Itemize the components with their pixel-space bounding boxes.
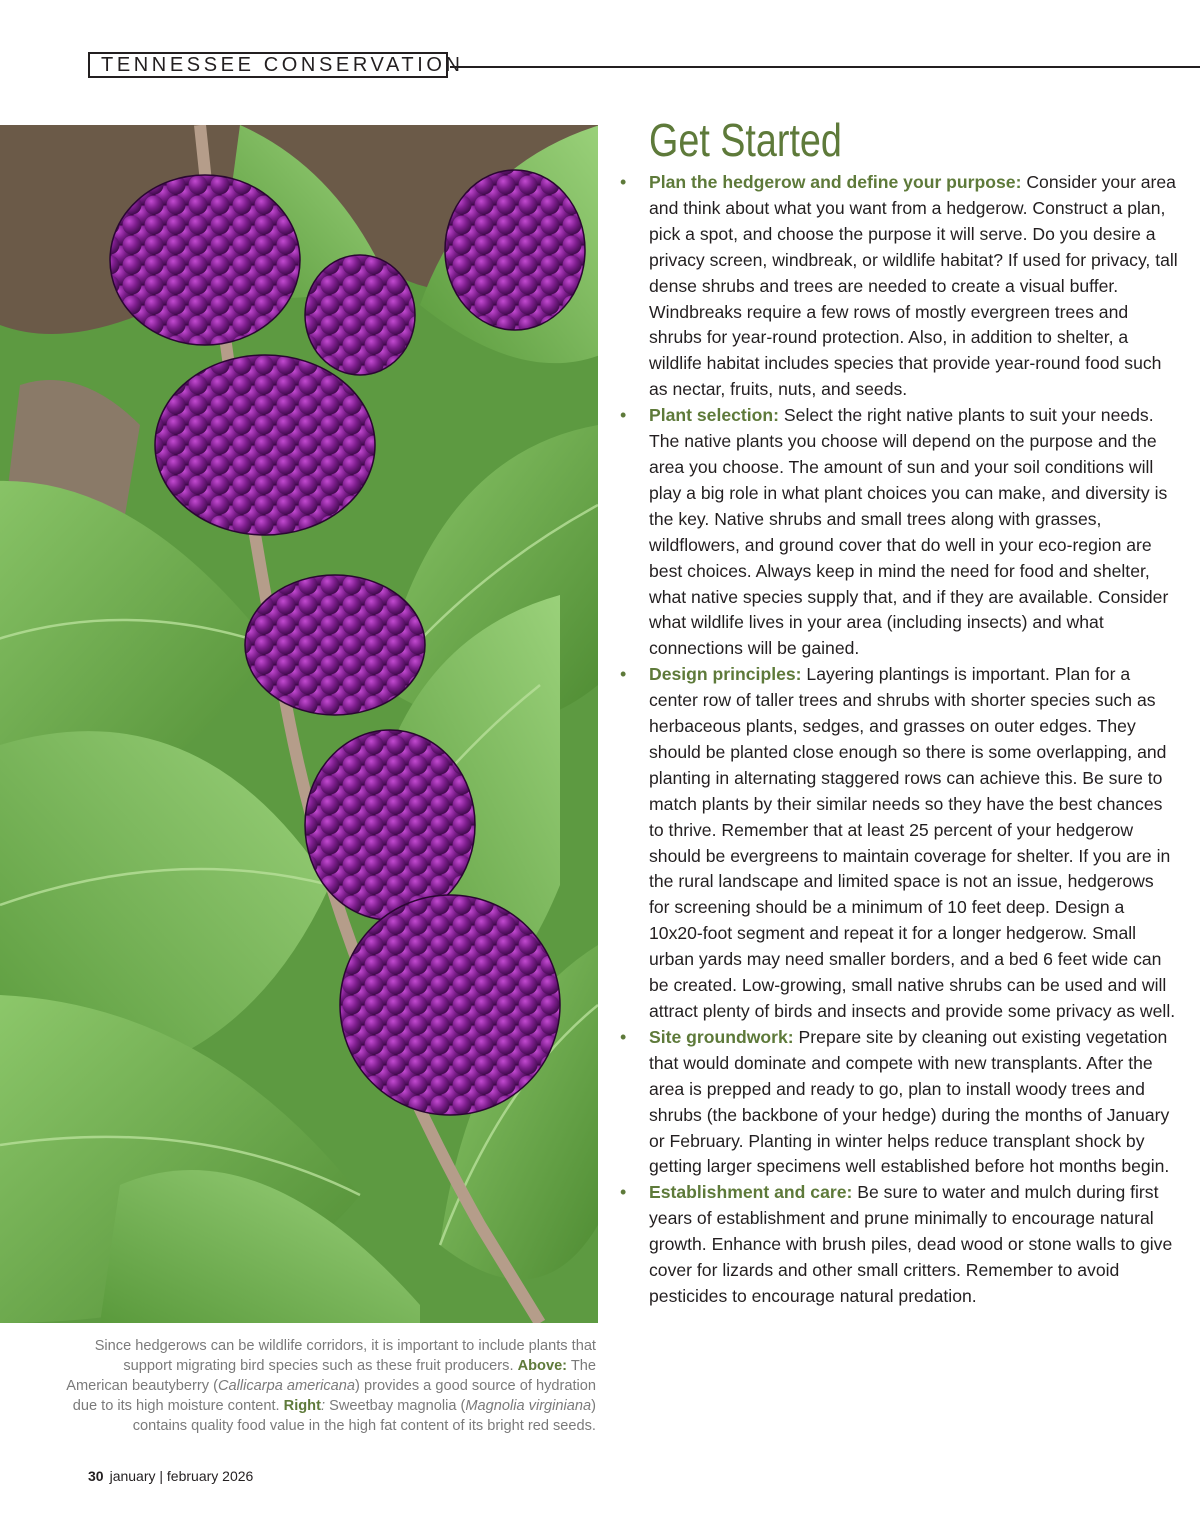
caption-intro: Since hedgerows can be wildlife corridors, it is important to include plants that support migrating bird species such as these fruit producers. — [94, 1338, 596, 1374]
bullet-icon: • — [620, 1182, 627, 1203]
caption-above-label: Above: — [517, 1358, 568, 1374]
bullet-icon: • — [620, 1026, 627, 1047]
article-column — [618, 110, 1178, 1310]
caption-right-pre: Sweetbay magnolia ( — [325, 1398, 466, 1414]
list-item — [618, 170, 1178, 403]
caption-right-label: Right — [283, 1398, 321, 1414]
list-item — [618, 1180, 1178, 1310]
masthead: TENNESSEE CONSERVATION — [88, 52, 448, 78]
list-item — [618, 1025, 1178, 1180]
caption-right-post: ) contains quality food value in the high fat content of its bright red seeds. — [132, 1398, 596, 1434]
caption-above-species: Callicarpa americana — [217, 1378, 356, 1394]
bullet-icon: • — [620, 664, 627, 685]
item-heading: Establishment and care: — [649, 1182, 853, 1203]
item-body: Select the right native plants to suit your needs. The native plants you choose will depend on the purpose and the area you choose. The amount of sun and your soil conditions will play a big role in what plant choices you can make, and diversity is the key. Native shrubs and small trees along with grasses, wildflowers, and ground cover that do well in your eco-region are best choices. Always keep in mind the need for food and shelter, what native species supply that, and if they are available. Consider what wildlife lives in your area (including insects) and what connections will be gained. — [649, 405, 1169, 659]
item-body: Layering plantings is important. Plan for a center row of taller trees and shrubs with shorter species such as herbaceous plants, sedges, and grasses on outer edges. They should be planted close enough so there is some overlapping, and planting in alternating staggered rows can achieve this. Be sure to match plants by their similar needs so they have the best chances to thrive. Remember that at least 25 percent of your hedgerow should be evergreens to maintain coverage for shelter. If you are in the rural landscape and limited space is not an issue, hedgerows for screening should be a minimum of 10 feet deep. Design a 10x20-foot segment and repeat it for a longer hedgerow. Small urban yards may need smaller borders, and a bed 6 feet wide can be created. Low-growing, small native shrubs can be used and will attract plenty of birds and insects and provide some privacy as well. — [649, 664, 1176, 1021]
page-number: 30 — [88, 1468, 104, 1484]
item-heading: Design principles: — [649, 664, 802, 685]
list-item — [618, 662, 1178, 1025]
bullet-icon: • — [620, 172, 627, 192]
article-heading: Get Started — [649, 114, 842, 166]
page-folio — [88, 1468, 253, 1484]
header-rule — [450, 66, 1200, 68]
caption-above-pre: The American beautyberry ( — [66, 1358, 596, 1394]
item-heading: Plan the hedgerow and define your purpose: — [649, 172, 1022, 192]
item-body: Consider your area and think about what you want from a hedgerow. Construct a plan, pick a spot, and choose the purpose it will serve. Do you desire a privacy screen, windbreak, or wildlife habitat? If used for privacy, tall dense shrubs and trees are needed to create a visual buffer. Windbreaks require a few rows of mostly evergreen trees and shrubs for year-round protection. Also, in addition to shelter, a wildlife habitat includes species that provide year-round food such as nectar, fruits, nuts, and seeds. — [649, 172, 1178, 400]
caption-above-post: ) provides a good source of hydration due to its high moisture content. — [72, 1378, 596, 1414]
caption-right-colon: : — [320, 1398, 326, 1414]
bullet-icon: • — [620, 405, 627, 426]
item-heading: Site groundwork: — [649, 1026, 794, 1047]
issue-date: january | february 2026 — [109, 1468, 254, 1484]
item-body: Prepare site by cleaning out existing vegetation that would dominate and compete with new transplants. After the area is prepped and ready to go, plan to install woody trees and shrubs (the backbone of your hedge) during the months of January or February. Planting in winter helps reduce transplant shock by getting larger specimens well established before hot months begin. — [649, 1026, 1170, 1177]
list-item — [618, 403, 1178, 662]
photo-caption — [60, 1336, 596, 1436]
item-heading: Plant selection: — [649, 405, 780, 426]
item-body: Be sure to water and mulch during first years of establishment and prune minimally to encourage natural growth. Enhance with brush piles, dead wood or stone walls to give cover for lizards and other small critters. Remember to avoid pesticides to encourage natural predation. — [649, 1182, 1173, 1306]
beautyberry-photo — [0, 125, 598, 1323]
tips-list — [618, 170, 1178, 1310]
caption-right-species: Magnolia virginiana — [465, 1398, 592, 1414]
